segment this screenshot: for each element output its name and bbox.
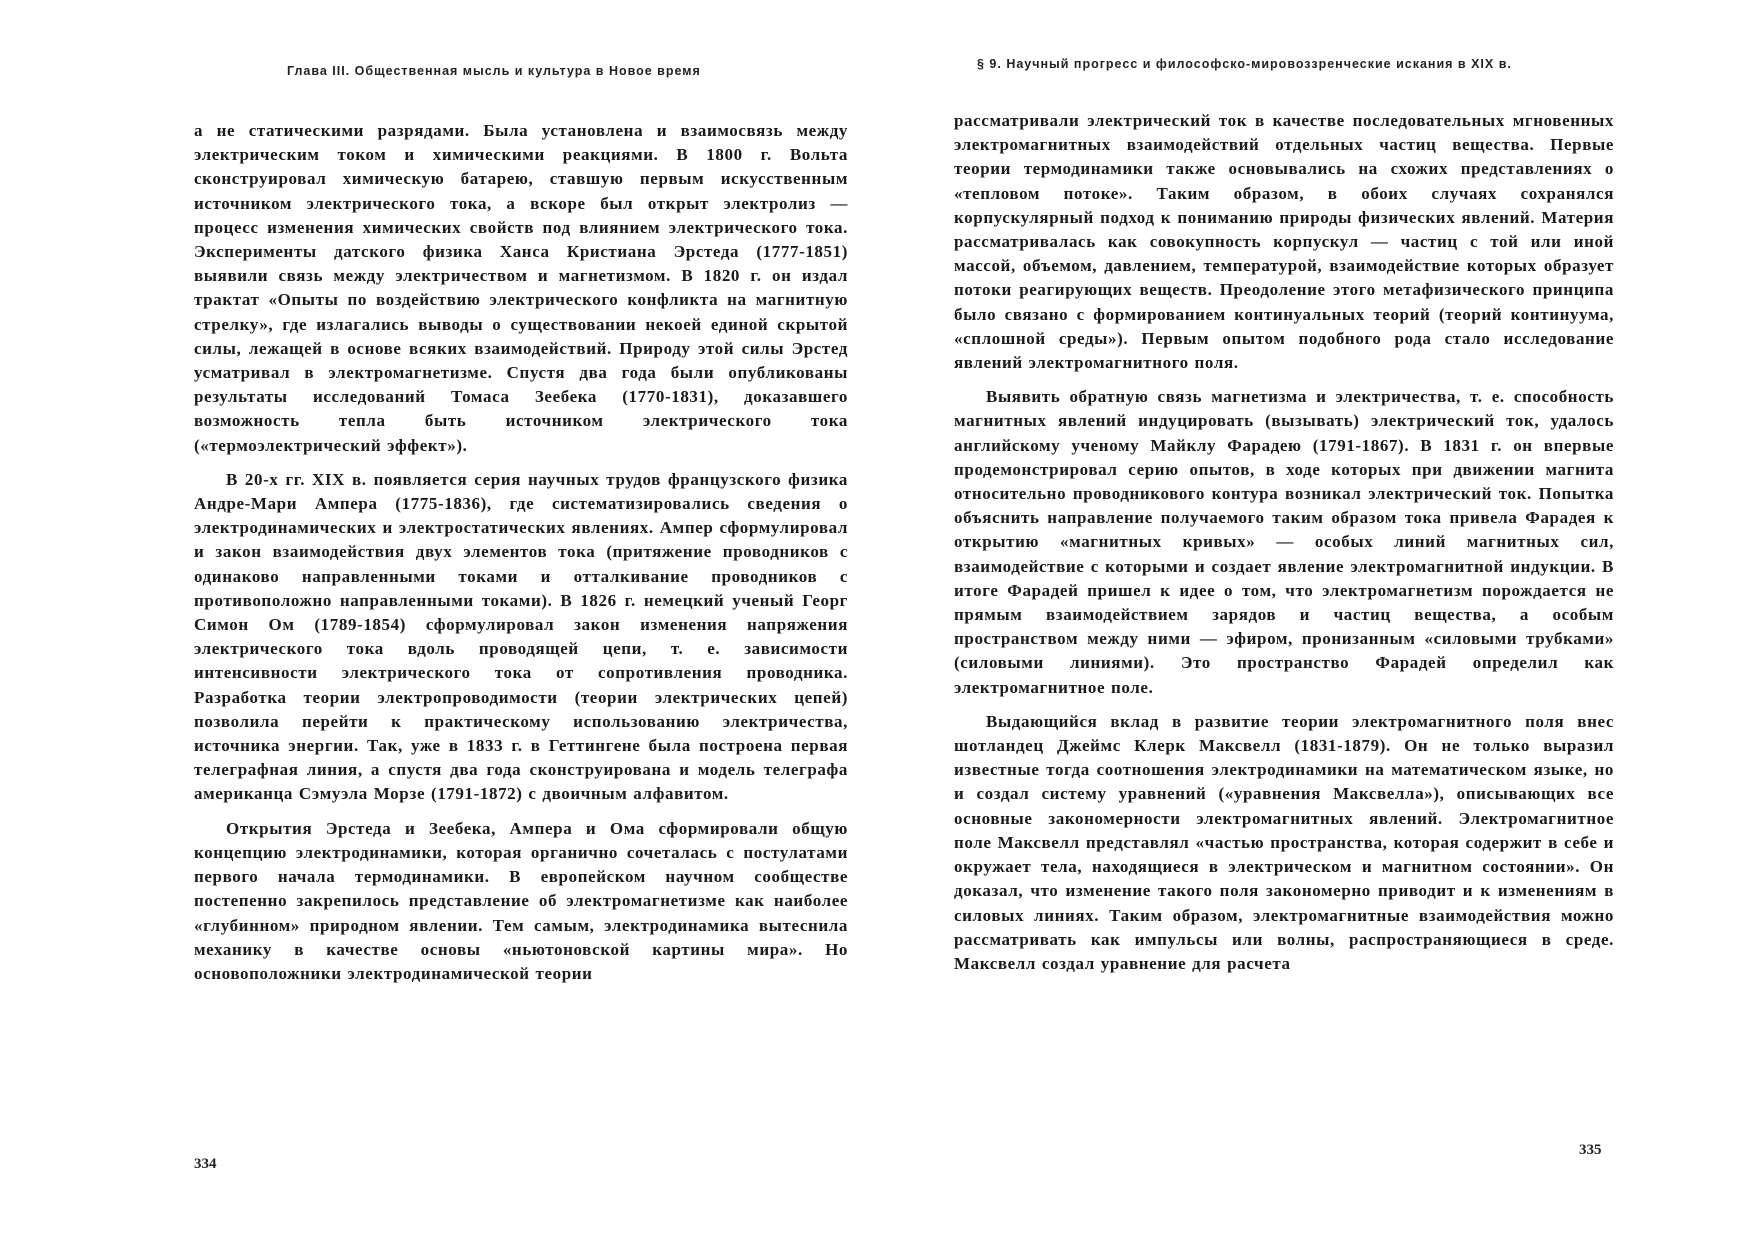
running-head: § 9. Научный прогресс и философско-мировоззренческие искания в XIX в. (977, 57, 1512, 71)
body-text (194, 119, 848, 986)
paragraph: Выдающийся вклад в развитие теории электромагнитного поля внес шотландец Джеймс Клерк Максвелл (1831-1879). Он не только выразил известные тогда соотношения электродинамики на математическом языке, но и создал систему уравнений («уравнения Максвелла»), описывающих все основные закономерности электромагнитных явлений. Электромагнитное поле Максвелл представлял «частью пространства, которая содержит в себе и окружает тела, находящиеся в электрическом и магнитном состоянии». Он доказал, что изменение такого поля закономерно приводит и к изменениям в силовых линиях. Таким образом, электромагнитные взаимодействия можно рассматривать как импульсы или волны, распространяющиеся в среде. Максвелл создал уравнение для расчета (954, 711, 1614, 973)
page-number: 334 (194, 1156, 217, 1172)
right-page (877, 0, 1754, 1239)
paragraph: Выявить обратную связь магнетизма и электричества, т. е. способность магнитных явлений индуцировать (вызывать) электрический ток, удалось английскому ученому Майклу Фарадею (1791-1867). В 1831 г. он впервые продемонстрировал серию опытов, в ходе которых при движении магнита относительно проводникового контура возникал электрический ток. Попытка объяснить направление получаемого таким образом тока привела Фарадея к открытию «магнитных кривых» — особых линий магнитных сил, взаимодействие с которыми и создает явление электромагнитной индукции. В итоге Фарадей пришел к идее о том, что электромагнетизм порождается не прямым взаимодействием зарядов и частиц вещества, а особым пространством между ними — эфиром, пронизанным «силовыми трубками» (силовыми линиями). Это пространство Фарадей определил как электромагнитное поле. (954, 387, 1614, 697)
paragraph: рассматривали электрический ток в качестве последовательных мгновенных электромагнитных взаимодействий отдельных частиц вещества. Первые теории термодинамики также основывались на схожих представлениях о «тепловом потоке». Таким образом, в обоих случаях сохранялся корпускулярный подход к пониманию природы физических явлений. Материя рассматривалась как совокупность корпускул — частиц с той или иной массой, объемом, давлением, температурой, взаимодействие которых образует потоки реагирующих веществ. Преодоление этого метафизического принципа было связано с формированием континуальных теорий (теорий континуума, «сплошной среды»). Первым опытом подобного рода стало исследование явлений электромагнитного поля. (954, 111, 1614, 373)
running-head: Глава III. Общественная мысль и культура в Новое время (287, 64, 701, 78)
paragraph: а не статическими разрядами. Была установлена и взаимосвязь между электрическим током и химическими реакциями. В 1800 г. Вольта сконструировал химическую батарею, ставшую первым искусственным источником электрического тока, а вскоре был открыт электролиз — процесс изменения химических свойств под влиянием электрического тока. Эксперименты датского физика Ханса Кристиана Эрстеда (1777-1851) выявили связь между электричеством и магнетизмом. В 1820 г. он издал трактат «Опыты по воздействию электрического конфликта на магнитную стрелку», где излагались выводы о существовании некоей единой скрытой силы, лежащей в основе всяких взаимодействий. Природу этой силы Эрстед усматривал в электромагнетизме. Спустя два года были опубликованы результаты исследований Томаса Зеебека (1770-1831), доказавшего возможность тепла быть источником электрического тока («термоэлектрический эффект»). (194, 121, 848, 455)
body-text (954, 109, 1614, 976)
paragraph: В 20-х гг. XIX в. появляется серия научных трудов французского физика Андре-Мари Ампера (1775-1836), где систематизировались сведения о электродинамических и электростатических явлениях. Ампер сформулировал и закон взаимодействия двух элементов тока (притяжение проводников с одинаково направленными токами и отталкивание проводников с противоположно направленными токами). В 1826 г. немецкий ученый Георг Симон Ом (1789-1854) сформулировал закон изменения напряжения электрического тока вдоль проводящей цепи, т. е. зависимости интенсивности электрического тока от сопротивления проводника. Разработка теории электропроводимости (теории электрических цепей) позволила перейти к практическому использованию электричества, источника энергии. Так, уже в 1833 г. в Геттингене была построена первая телеграфная линия, а спустя два года сконструирована и модель телеграфа американца Сэмуэла Морзе (1791-1872) с двоичным алфавитом. (194, 469, 848, 804)
page-number: 335 (1579, 1142, 1602, 1158)
paragraph: Открытия Эрстеда и Зеебека, Ампера и Ома сформировали общую концепцию электродинамики, которая органично сочеталась с постулатами первого начала термодинамики. В европейском научном сообществе постепенно закрепилось представление об электромагнетизме как наиболее «глубинном» природном явлении. Тем самым, электродинамика вытеснила механику в качестве основы «ньютоновской картины мира». Но основоположники электродинамической теории (194, 818, 848, 983)
